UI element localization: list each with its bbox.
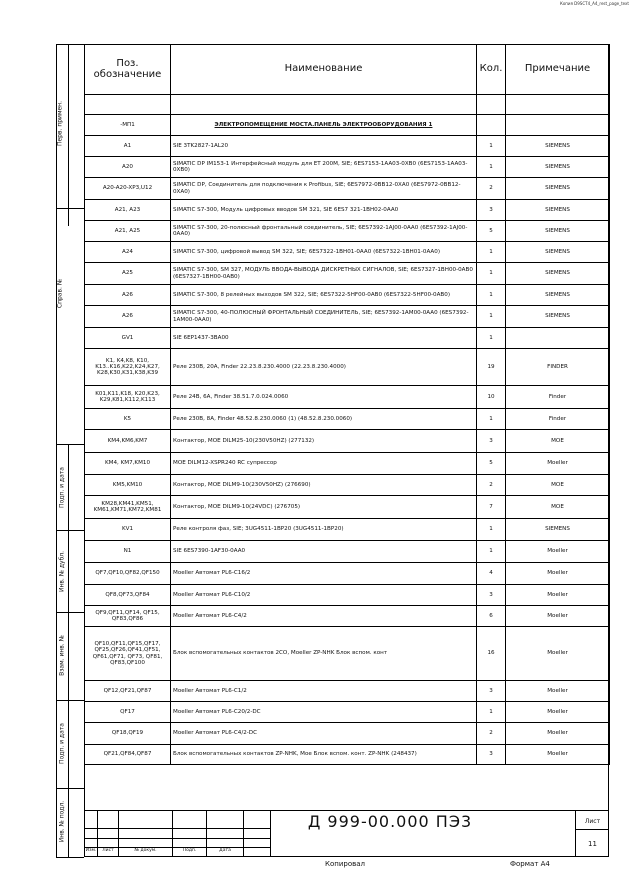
row-note: Moeller <box>506 681 610 702</box>
table-row <box>85 178 610 200</box>
row-name: Moeller Автомат PL6-C10/2 <box>171 585 477 606</box>
row-quantity: 6 <box>477 606 506 627</box>
row-quantity: 1 <box>477 519 506 541</box>
row-name: Блок вспомогательных контактов ZP-NHK, Moe Блок вспом. конт. ZP-NHK (248437) <box>171 745 477 765</box>
table-row <box>85 745 610 765</box>
row-name: Контактор, MOE DILM9-10(230V50HZ) (276690) <box>171 475 477 496</box>
table-row <box>85 430 610 453</box>
row-note: Finder <box>506 409 610 430</box>
row-note <box>506 328 610 349</box>
row-position: KM28,KM41,KM51, KM61,KM71,KM72,KM81 <box>85 496 171 519</box>
row-name: SIE 6EP1437-3BA00 <box>171 328 477 349</box>
table-row <box>85 115 610 136</box>
row-position: A20-A20-XP3,U12 <box>85 178 171 200</box>
header-note: Примечание <box>506 45 610 95</box>
row-name <box>171 95 477 115</box>
row-quantity: 10 <box>477 386 506 409</box>
row-quantity: 1 <box>477 409 506 430</box>
table-row <box>85 519 610 541</box>
row-position: A21, A23 <box>85 200 171 221</box>
row-quantity: 1 <box>477 157 506 178</box>
table-row <box>85 453 610 475</box>
title-col-date: Дата <box>219 848 231 853</box>
row-name: Контактор, MOE DILM25-10(230V50HZ) (277132) <box>171 430 477 453</box>
row-name: SIMATIC S7-300, Модуль цифровых вводов SM 321, SIE 6ES7 321-1BH02-0AA0 <box>171 200 477 221</box>
row-name: SIE 6ES7390-1AF30-0AA0 <box>171 541 477 563</box>
row-name: MOE DILM12-XSPR240 RC супрессор <box>171 453 477 475</box>
row-quantity: 3 <box>477 585 506 606</box>
row-note: SIEMENS <box>506 200 610 221</box>
margin-inv-podl: Инв. № подл. <box>58 800 66 843</box>
row-note: Moeller <box>506 702 610 723</box>
row-name: Moeller Автомат PL6-C4/2 <box>171 606 477 627</box>
table-row <box>85 328 610 349</box>
row-name: SIMATIC DP, Соединитель для подключения к Profibus, SIE; 6ES7972-0BB12-0XA0 (6ES7972-0BB12-0XA0) <box>171 178 477 200</box>
row-note: Moeller <box>506 563 610 585</box>
row-note: Moeller <box>506 723 610 745</box>
row-quantity: 4 <box>477 563 506 585</box>
row-note: MOE <box>506 496 610 519</box>
row-position <box>85 95 171 115</box>
row-name: SIMATIC S7-300, SM 327, МОДУЛЬ ВВОДА-ВЫВОДА ДИСКРЕТНЫХ СИГНАЛОВ, SIE; 6ES7327-1BH00-0AB0 (6ES7327-1BH00-0AB0) <box>171 263 477 285</box>
row-name: Реле 24В, 6А, Finder 38.51.7.0.024.0060 <box>171 386 477 409</box>
table-header-row <box>85 45 610 95</box>
header-position: Поз. обозначение <box>85 45 171 95</box>
row-position: K1, K4,K8, K10, K13..K16,K22,K24,K27, K28,K30,K31,K38,K39 <box>85 349 171 386</box>
row-quantity: 3 <box>477 430 506 453</box>
row-note: MOE <box>506 430 610 453</box>
table-row <box>85 496 610 519</box>
row-note: Moeller <box>506 585 610 606</box>
row-position: QF8,QF73,QF84 <box>85 585 171 606</box>
row-quantity <box>477 95 506 115</box>
row-quantity: 3 <box>477 681 506 702</box>
row-position: QF7,QF10,QF82,QF150 <box>85 563 171 585</box>
row-position: QF12,QF21,QF87 <box>85 681 171 702</box>
row-quantity: 1 <box>477 306 506 328</box>
row-name: Moeller Автомат PL6-C16/2 <box>171 563 477 585</box>
row-quantity: 1 <box>477 242 506 263</box>
row-note: Moeller <box>506 541 610 563</box>
row-position: QF10,QF11,QF15,QF17, QF25,QF26,QF41,QF51, QF61,QF71, QF73, QF81, QF83,QF100 <box>85 627 171 681</box>
row-note: SIEMENS <box>506 519 610 541</box>
margin-vzam-inv: Взам. инв. № <box>58 635 66 676</box>
row-position: QF9,QF11,QF14, QF15, QF83,QF86 <box>85 606 171 627</box>
table-row <box>85 221 610 242</box>
table-row <box>85 242 610 263</box>
row-note: SIEMENS <box>506 221 610 242</box>
table-row <box>85 409 610 430</box>
title-col-list: Лист <box>102 848 114 853</box>
row-position: A1 <box>85 136 171 157</box>
row-name: SIMATIC S7-300, 20-полюсный фронтальный соединитель, SIE; 6ES7392-1AJ00-0AA0 (6ES7392-1AJ00-0AA0) <box>171 221 477 242</box>
row-note: Moeller <box>506 745 610 765</box>
row-name: Реле 230В, 8А, Finder 48.52.8.230.0060 (1) (48.52.8.230.0060) <box>171 409 477 430</box>
row-note: SIEMENS <box>506 136 610 157</box>
row-quantity <box>477 115 506 136</box>
document-number: Д 999-00.000 ПЭ3 <box>307 812 473 831</box>
sheet-number: 11 <box>588 840 597 848</box>
row-quantity: 19 <box>477 349 506 386</box>
sheet-label: Лист <box>584 818 601 825</box>
row-position: KM4, KM7,KM10 <box>85 453 171 475</box>
row-name: Moeller Автомат PL6-C1/2 <box>171 681 477 702</box>
copied-label: Копировал <box>325 860 365 868</box>
row-name: SIMATIC DP IM153-1 Интерфейсный модуль для ET 200M, SIE; 6ES7153-1AA03-0XB0 (6ES7153-1AA03-0XB0) <box>171 157 477 178</box>
margin-sprav: Справ. № <box>56 278 64 309</box>
row-name: Moeller Автомат PL6-C20/2-DC <box>171 702 477 723</box>
row-position: GV1 <box>85 328 171 349</box>
row-quantity: 2 <box>477 475 506 496</box>
table-row <box>85 95 610 115</box>
row-note: SIEMENS <box>506 306 610 328</box>
row-position: QF18,QF19 <box>85 723 171 745</box>
row-note: SIEMENS <box>506 285 610 306</box>
header-name: Наименование <box>171 45 477 95</box>
row-quantity: 1 <box>477 328 506 349</box>
row-note: Moeller <box>506 606 610 627</box>
row-position: A21, A25 <box>85 221 171 242</box>
row-name: Реле контроля фаз, SIE; 3UG4511-1BP20 (3UG4511-1BP20) <box>171 519 477 541</box>
table-row <box>85 627 610 681</box>
row-position: K01,K11,K18, K20,K23, K29,K81,K112,K113 <box>85 386 171 409</box>
row-quantity: 5 <box>477 221 506 242</box>
row-quantity: 3 <box>477 200 506 221</box>
format-label: Формат А4 <box>510 860 550 868</box>
table-row <box>85 606 610 627</box>
margin-inv-dubl: Инв. № дубл. <box>58 550 66 593</box>
table-row <box>85 306 610 328</box>
row-note <box>506 115 610 136</box>
row-position: KM5,KM10 <box>85 475 171 496</box>
row-name: Moeller Автомат PL6-C4/2-DC <box>171 723 477 745</box>
table-row <box>85 263 610 285</box>
table-row <box>85 386 610 409</box>
row-position: KM4,KM6,KM7 <box>85 430 171 453</box>
row-position: A26 <box>85 306 171 328</box>
table-row <box>85 200 610 221</box>
row-name: SIMATIC S7-300, 8 релейных выходов SM 322, SIE; 6ES7322-5HF00-0AB0 (6ES7322-5HF00-0AB0) <box>171 285 477 306</box>
table-row <box>85 475 610 496</box>
margin-perv-primen: Перв. примен. <box>56 100 64 147</box>
row-note: Moeller <box>506 453 610 475</box>
table-row <box>85 585 610 606</box>
row-position: A20 <box>85 157 171 178</box>
row-note: SIEMENS <box>506 263 610 285</box>
table-row <box>85 702 610 723</box>
table-row <box>85 349 610 386</box>
row-quantity: 2 <box>477 723 506 745</box>
table-row <box>85 681 610 702</box>
table-row <box>85 285 610 306</box>
row-quantity: 3 <box>477 745 506 765</box>
row-position: A25 <box>85 263 171 285</box>
row-quantity: 1 <box>477 285 506 306</box>
row-note: SIEMENS <box>506 178 610 200</box>
row-name: Блок вспомогательных контактов 2CO, Moeller ZP-NHK Блок вспом. конт <box>171 627 477 681</box>
margin-podp-data-2: Подп. и дата <box>58 723 66 764</box>
margin-podp-data-1: Подп. и дата <box>58 467 66 508</box>
row-name: SIE 3TK2827-1AL20 <box>171 136 477 157</box>
table-row <box>85 563 610 585</box>
row-position: N1 <box>85 541 171 563</box>
header-quantity: Кол. <box>477 45 506 95</box>
row-note: Moeller <box>506 627 610 681</box>
row-position: QF21,QF84,QF87 <box>85 745 171 765</box>
specification-table <box>84 44 610 765</box>
row-position: -MП1 <box>85 115 171 136</box>
copy-note: Копия D9SCT4_A4_rest_page_text <box>560 1 629 6</box>
row-position: K5 <box>85 409 171 430</box>
table-row <box>85 157 610 178</box>
row-note: Finder <box>506 386 610 409</box>
row-quantity: 1 <box>477 541 506 563</box>
title-col-izm: Изм. <box>85 848 97 853</box>
row-quantity: 1 <box>477 702 506 723</box>
table-row <box>85 136 610 157</box>
row-note: SIEMENS <box>506 242 610 263</box>
row-quantity: 2 <box>477 178 506 200</box>
row-position: A26 <box>85 285 171 306</box>
row-note: FINDER <box>506 349 610 386</box>
title-col-doc: № докум. <box>134 848 157 853</box>
row-name: SIMATIC S7-300, цифровой вывод SM 322, SIE; 6ES7322-1BH01-0AA0 (6ES7322-1BH01-0AA0) <box>171 242 477 263</box>
row-position: KV1 <box>85 519 171 541</box>
row-position: QF17 <box>85 702 171 723</box>
row-name: SIMATIC S7-300, 40-ПОЛЮСНЫЙ ФРОНТАЛЬНЫЙ СОЕДИНИТЕЛЬ, SIE; 6ES7392-1AM00-0AA0 (6ES7392-1AM00-0AA0) <box>171 306 477 328</box>
table-row <box>85 723 610 745</box>
row-name: ЭЛЕКТРОПОМЕЩЕНИЕ МОСТА.ПАНЕЛЬ ЭЛЕКТРООБОРУДОВАНИЯ 1 <box>171 115 477 136</box>
row-note: SIEMENS <box>506 157 610 178</box>
row-position: A24 <box>85 242 171 263</box>
row-quantity: 1 <box>477 263 506 285</box>
row-quantity: 16 <box>477 627 506 681</box>
row-quantity: 7 <box>477 496 506 519</box>
row-quantity: 1 <box>477 136 506 157</box>
table-row <box>85 541 610 563</box>
row-name: Контактор, MOE DILM9-10(24VDC) (276705) <box>171 496 477 519</box>
row-note <box>506 95 610 115</box>
row-note: MOE <box>506 475 610 496</box>
row-quantity: 5 <box>477 453 506 475</box>
title-col-podp: Подп. <box>182 848 197 853</box>
row-name: Реле 230В, 20А, Finder 22.23.8.230.4000 (22.23.8.230.4000) <box>171 349 477 386</box>
